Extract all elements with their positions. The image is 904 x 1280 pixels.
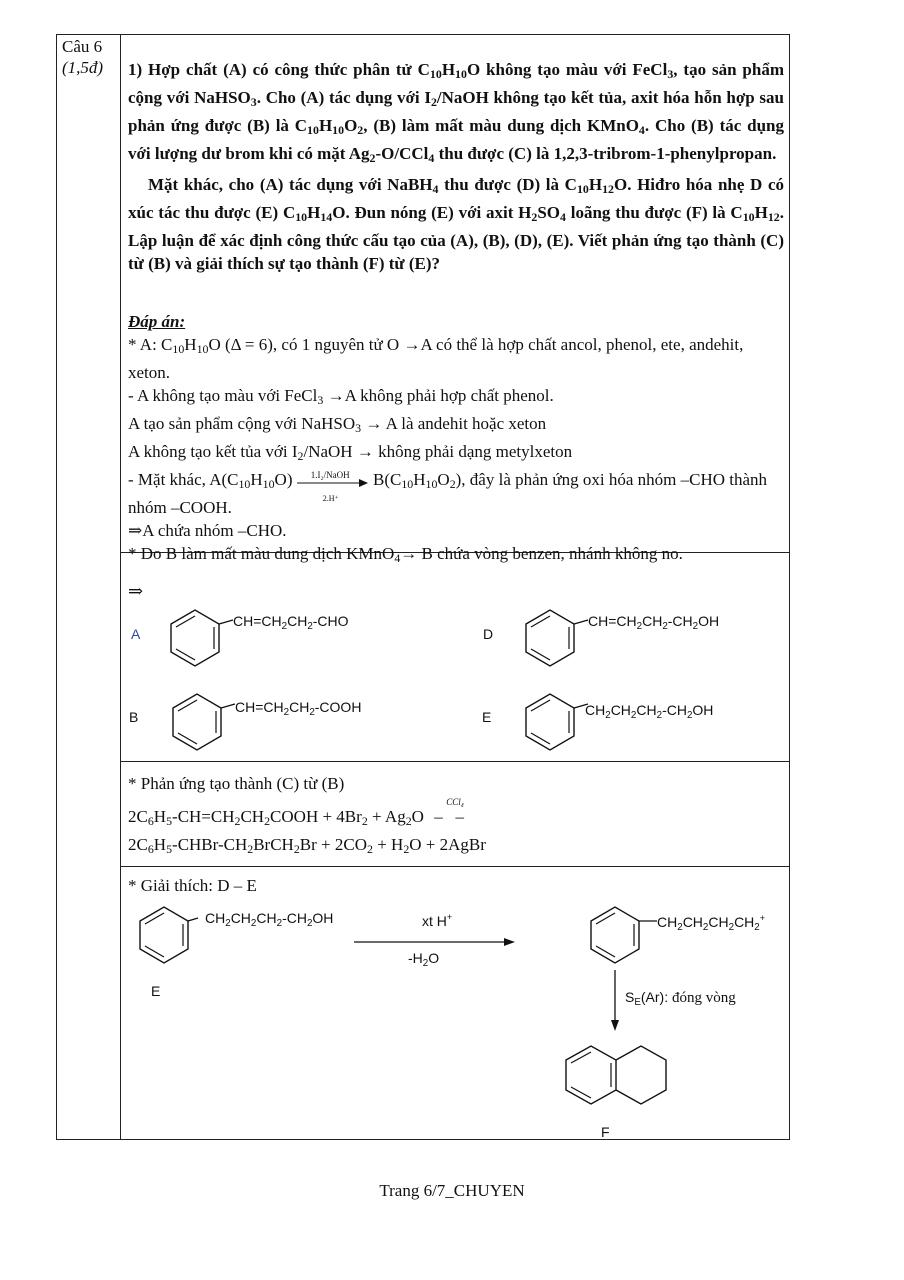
explain-title: * Giải thích: D – E (128, 876, 257, 895)
structure-label-b: B (129, 709, 139, 725)
se-ar-step-label: $S_E(Ar)$: đóng vòng (625, 989, 736, 1008)
tetralin-structure (560, 1040, 672, 1112)
oxidation-arrow (297, 470, 369, 504)
reaction-c-condition: CCl₄ (446, 797, 464, 807)
answer-section (128, 310, 784, 570)
acid-catalyst-label: xt H+ (422, 912, 453, 929)
benzene-ring-cation (583, 905, 663, 965)
row-divider-3 (120, 866, 790, 867)
side-chain-d: $CH=CH_2CH_2-CH_2OH$ (588, 613, 720, 632)
side-chain-a: $CH=CH_2CH_2$-CHO (233, 613, 349, 632)
implies-arrow: ⇒ (128, 581, 144, 601)
problem-paragraph-1: 1) Hợp chất (A) có công thức phân tử $C_{10}H_{10}O$ không tạo màu với FeCl$_3$, tạo sản phẩm cộng với NaHSO$_3$. Cho (A) tác dụng với $I_2$/NaOH không tạo kết tủa, axit hóa hỗn hợp sau phản ứng được (B) là $C_{10}H_{10}O_2$, (B) làm mất màu dung dịch KMnO$_4$. Cho (B) tác dụng với lượng dư brom khi có mặt $Ag_2-O/CCl_4$ thu được (C) là 1,2,3-tribrom-1-phenylpropan. (128, 60, 784, 165)
structure-label-a: A (131, 626, 141, 642)
answer-line: * A: $C_{10}H_{10}O$ (Δ = 6), có 1 nguyên tử O →A có thể là hợp chất ancol, phenol, ete, andehit, xeton. (128, 335, 744, 382)
question-points: (1,5đ) (62, 58, 104, 77)
structure-label-e: E (482, 709, 492, 725)
reaction-c-reactants: $2C_6H_5-CH=CH_2CH_2COOH + 4Br_2 + Ag_2O$ (128, 807, 424, 828)
e-label: E (151, 983, 161, 999)
cyclization-arrow (609, 970, 621, 1032)
answer-line: - A không tạo màu với FeCl$_3$ →A không phải hợp chất phenol. (128, 386, 554, 407)
side-chain-b: $CH=CH_2CH_2$-COOH (235, 699, 362, 718)
benzene-ring-e-explain (132, 905, 202, 965)
reaction-c-title: * Phản ứng tạo thành (C) từ (B) (128, 774, 345, 793)
cation-side-chain: $CH_2CH_2CH_2CH_2^+$ (657, 913, 766, 933)
reaction-c-section (128, 772, 784, 861)
side-chain-e: $CH_2CH_2CH_2-CH_2OH$ (585, 702, 714, 721)
e-side-chain: $CH_2CH_2CH_2-CH_2OH$ (205, 910, 334, 929)
answer-line: ⇒A chứa nhóm –CHO. (128, 521, 287, 540)
benzene-ring-d (518, 608, 588, 668)
answer-line: A tạo sản phẩm cộng với NaHSO$_3$ → A là andehit hoặc xeton (128, 414, 547, 435)
reaction-arrow (354, 936, 516, 948)
reaction-c-arrow: CCl₄ – – (434, 805, 480, 828)
water-loss-label: $-H_2O$ (408, 950, 440, 969)
reaction-c-line-2: $2C_6H_5-CHBr-CH_2BrCH_2Br + 2CO_2 + H_2O$ + 2AgBr (128, 835, 486, 856)
question-label (62, 36, 103, 78)
answer-line: - Mặt khác, $A(C_{10}H_{10}O)$ 1.I₂/NaOH 2.H⁺ $B(C_{10}H_{10}O_2)$, đây là phản ứng oxi hóa nhóm –CHO thành nhóm –COOH. (128, 468, 784, 519)
column-divider (120, 34, 121, 1140)
benzene-ring-e (518, 692, 588, 752)
reaction-c-line-1 (128, 797, 784, 833)
benzene-ring-a (163, 608, 233, 668)
row-divider-2 (120, 761, 790, 762)
answer-line: A không tạo kết tủa với $I_2$/NaOH → không phải dạng metylxeton (128, 442, 573, 463)
question-number: Câu 6 (62, 37, 103, 56)
arrow-condition-bottom: 2.H⁺ (322, 494, 339, 504)
structure-label-d: D (483, 626, 494, 642)
arrow-condition-top: 1.I₂/NaOH (310, 470, 350, 481)
problem-paragraph-2: Mặt khác, cho (A) tác dụng với NaBH$_4$ thu được (D) là $C_{10}H_{12}O$. Hiđro hóa nhẹ D có xúc tác thu được (E) $C_{10}H_{14}O$. Đun nóng (E) với axit $H_2SO_4$ loãng thu được (F) là $C_{10}H_{12}$. Lập luận để xác định công thức cấu tạo của (A), (B), (D), (E). Viết phản ứng tạo thành (C) từ (B) và giải thích sự tạo thành (F) từ (E)? (128, 175, 784, 273)
benzene-ring-b (165, 692, 235, 752)
page-footer: Trang 6/7_CHUYEN (379, 1181, 525, 1200)
answer-title: Đáp án: (128, 312, 186, 331)
f-label: F (601, 1124, 610, 1140)
answer-line: * Do B làm mất màu dung dịch KMnO$_4$→ B chứa vòng benzen, nhánh không no. (128, 544, 683, 565)
